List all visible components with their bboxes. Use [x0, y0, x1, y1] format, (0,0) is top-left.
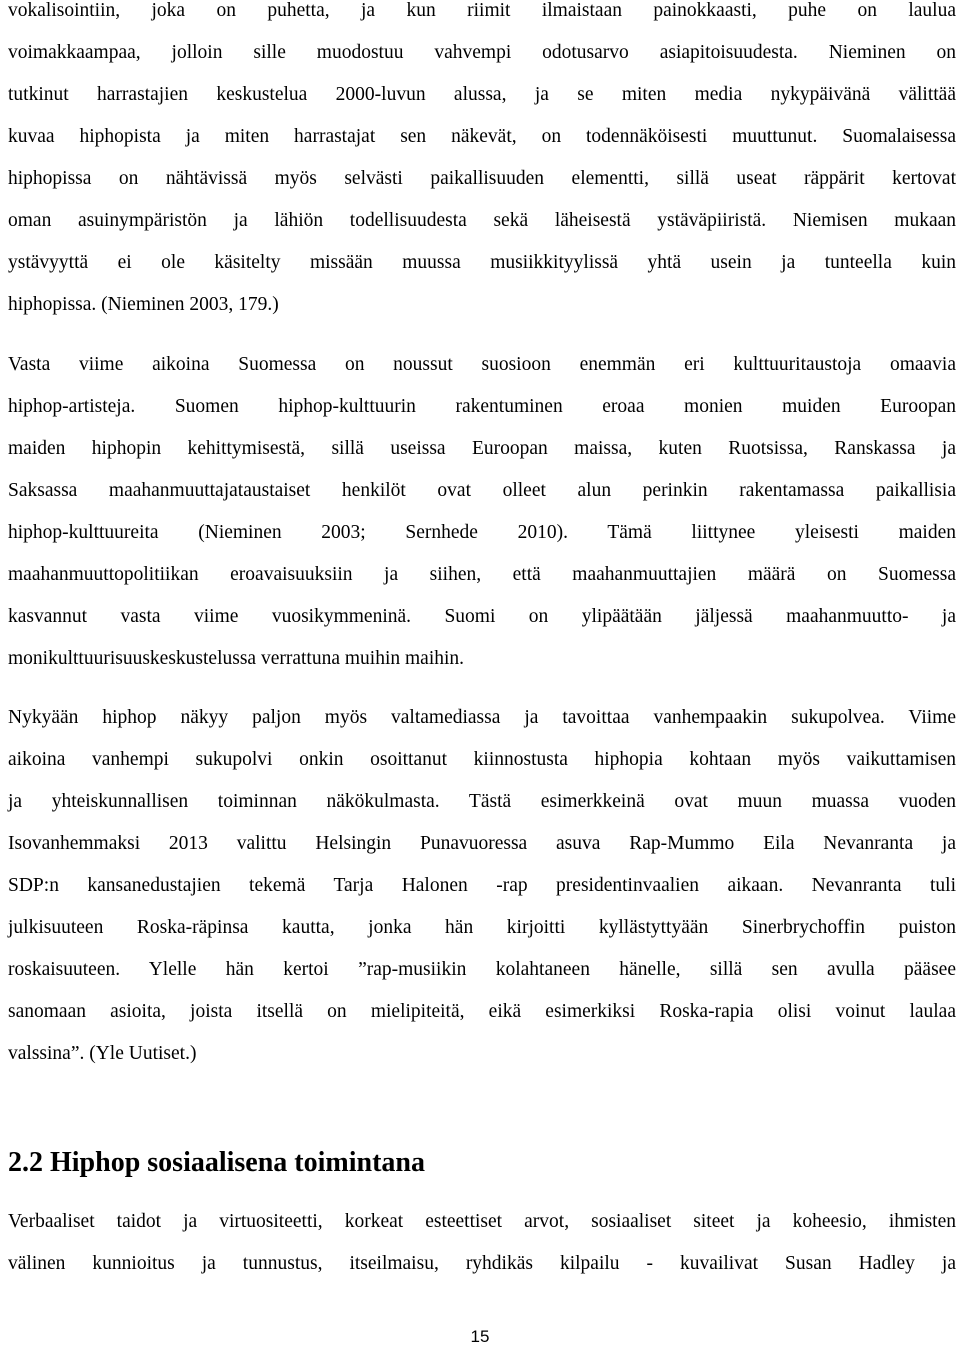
paragraph-line: hiphopissa. (Nieminen 2003, 179.)	[8, 294, 279, 315]
paragraph-line: vokalisointiin, joka on puhetta, ja kun riimit ilmaistaan painokkaasti, puhe on laulua	[8, 0, 956, 21]
page-number: 15	[470, 1327, 490, 1346]
paragraph-line: voimakkaampaa, jolloin sille muodostuu vahvempi odotusarvo asiapitoisuudesta. Nieminen on	[8, 42, 956, 63]
paragraph-line: Saksassa maahanmuuttajataustaiset henkilöt ovat olleet alun perinkin rakentamassa paikallisia	[8, 480, 956, 501]
section-heading: 2.2 Hiphop sosiaalisena toimintana	[8, 1147, 425, 1178]
paragraph-line: Vasta viime aikoina Suomessa on noussut suosioon enemmän eri kulttuuritaustoja omaavia	[8, 354, 956, 375]
paragraph-line: oman asuinympäristön ja lähiön todellisuudesta sekä läheisestä ystäväpiiristä. Niemisen mukaan	[8, 210, 956, 231]
paragraph-line: SDP:n kansanedustajien tekemä Tarja Halonen -rap presidentinvaalien aikaan. Nevanranta tuli	[8, 875, 956, 896]
paragraph-line: Verbaaliset taidot ja virtuositeetti, korkeat esteettiset arvot, sosiaaliset siteet ja koheesio, ihmisten	[8, 1211, 956, 1232]
paragraph-line: hiphopissa on nähtävissä myös selvästi paikallisuuden elementti, sillä useat räppärit kertovat	[8, 168, 956, 189]
paragraph-line: aikoina vanhempi sukupolvi onkin osoittanut kiinnostusta hiphopia kohtaan myös vaikuttamisen	[8, 749, 956, 770]
paragraph-line: ja yhteiskunnallisen toiminnan näkökulmasta. Tästä esimerkkeinä ovat muun muassa vuoden	[8, 791, 956, 812]
paragraph-line: ystävyyttä ei ole käsitelty missään muussa musiikkityylissä yhtä usein ja tunteella kuin	[8, 252, 956, 273]
paragraph-1	[8, 0, 956, 326]
paragraph-line: julkisuuteen Roska-räpinsa kautta, jonka hän kirjoitti kyllästyttyään Sinerbrychoffin puiston	[8, 917, 956, 938]
paragraph-line: monikulttuurisuuskeskustelussa verrattuna muihin maihin.	[8, 648, 465, 669]
paragraph-line: Isovanhemmaksi 2013 valittu Helsingin Punavuoressa asuva Rap-Mummo Eila Nevanranta ja	[8, 833, 956, 854]
paragraph-line: sanomaan asioita, joista itsellä on mielipiteitä, eikä esimerkiksi Roska-rapia olisi voinut laulaa	[8, 1001, 956, 1022]
paragraph-line: roskaisuuteen. Ylelle hän kertoi ”rap-musiikin kolahtaneen hänelle, sillä sen avulla pääsee	[8, 959, 956, 980]
paragraph-line: maahanmuuttopolitiikan eroavaisuuksiin ja siihen, että maahanmuuttajien määrä on Suomessa	[8, 564, 956, 585]
paragraph-2	[8, 344, 956, 680]
paragraph-line: Nykyään hiphop näkyy paljon myös valtamediassa ja tavoittaa vanhempaakin sukupolvea. Viime	[8, 707, 956, 728]
paragraph-line: tutkinut harrastajien keskustelua 2000-luvun alussa, ja se miten media nykypäivänä välittää	[8, 84, 956, 105]
paragraph-line: maiden hiphopin kehittymisestä, sillä useissa Euroopan maissa, kuten Ruotsissa, Ranskassa ja	[8, 438, 956, 459]
paragraph-line: välinen kunnioitus ja tunnustus, itseilmaisu, ryhdikäs kilpailu - kuvailivat Susan Hadley ja	[8, 1253, 956, 1274]
paragraph-line: valssina”. (Yle Uutiset.)	[8, 1043, 197, 1064]
paragraph-4	[8, 1201, 956, 1285]
paragraph-line: kuvaa hiphopista ja miten harrastajat sen näkevät, on todennäköisesti muuttunut. Suomalaisessa	[8, 126, 956, 147]
paragraph-line: kasvannut vasta viime vuosikymmeninä. Suomi on ylipäätään jäljessä maahanmuutto- ja	[8, 606, 956, 627]
paragraph-line: hiphop-artisteja. Suomen hiphop-kulttuurin rakentuminen eroaa monien muiden Euroopan	[8, 396, 956, 417]
paragraph-3	[8, 697, 956, 1075]
paragraph-line: hiphop-kulttuureita (Nieminen 2003; Sernhede 2010). Tämä liittynee yleisesti maiden	[8, 522, 956, 543]
